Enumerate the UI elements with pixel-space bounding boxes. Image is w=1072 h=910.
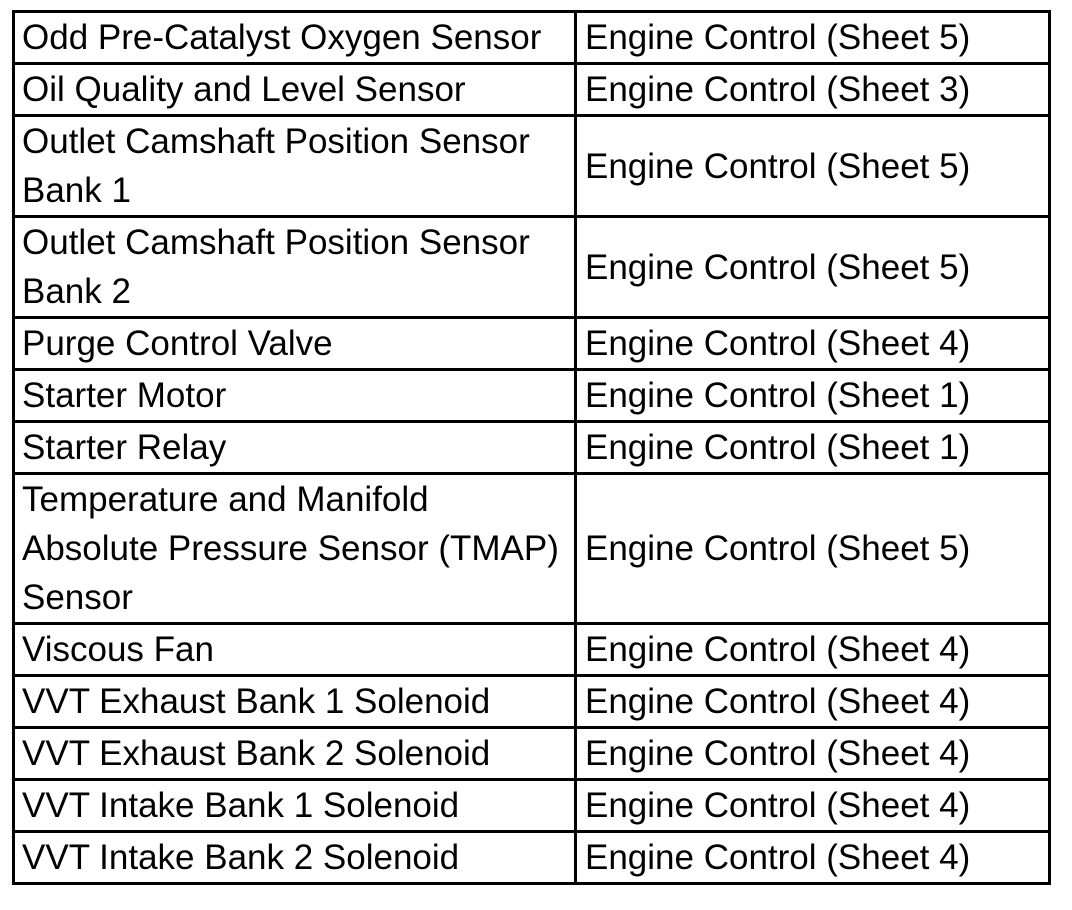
table-row [14,116,1050,217]
table-row [14,728,1050,780]
table-row [14,422,1050,474]
table-row [14,832,1050,884]
location-cell: Engine Control (Sheet 4) [576,624,1050,676]
component-name-cell: Odd Pre-Catalyst Oxygen Sensor [14,12,576,64]
table-row [14,217,1050,318]
location-cell: Engine Control (Sheet 1) [576,422,1050,474]
location-cell: Engine Control (Sheet 4) [576,318,1050,370]
table-row [14,318,1050,370]
component-location-table [12,10,1051,885]
location-cell: Engine Control (Sheet 3) [576,64,1050,116]
location-cell: Engine Control (Sheet 1) [576,370,1050,422]
component-name-cell: Outlet Camshaft Position Sensor Bank 2 [14,217,576,318]
component-name-cell: VVT Exhaust Bank 2 Solenoid [14,728,576,780]
component-name-cell: Viscous Fan [14,624,576,676]
location-cell: Engine Control (Sheet 5) [576,474,1050,624]
table-row [14,64,1050,116]
location-cell: Engine Control (Sheet 5) [576,217,1050,318]
location-cell: Engine Control (Sheet 4) [576,676,1050,728]
table-row [14,624,1050,676]
component-name-cell: VVT Intake Bank 1 Solenoid [14,780,576,832]
table-row [14,12,1050,64]
component-name-cell: VVT Intake Bank 2 Solenoid [14,832,576,884]
component-name-cell: Oil Quality and Level Sensor [14,64,576,116]
component-name-cell: Purge Control Valve [14,318,576,370]
component-name-cell: Temperature and Manifold Absolute Pressure Sensor (TMAP) Sensor [14,474,576,624]
location-cell: Engine Control (Sheet 4) [576,728,1050,780]
location-cell: Engine Control (Sheet 4) [576,832,1050,884]
table-body [14,12,1050,884]
location-cell: Engine Control (Sheet 5) [576,116,1050,217]
location-cell: Engine Control (Sheet 4) [576,780,1050,832]
component-name-cell: Starter Relay [14,422,576,474]
component-name-cell: Outlet Camshaft Position Sensor Bank 1 [14,116,576,217]
location-cell: Engine Control (Sheet 5) [576,12,1050,64]
component-name-cell: Starter Motor [14,370,576,422]
table-row [14,676,1050,728]
table-row [14,370,1050,422]
table-row [14,474,1050,624]
table-row [14,780,1050,832]
component-name-cell: VVT Exhaust Bank 1 Solenoid [14,676,576,728]
